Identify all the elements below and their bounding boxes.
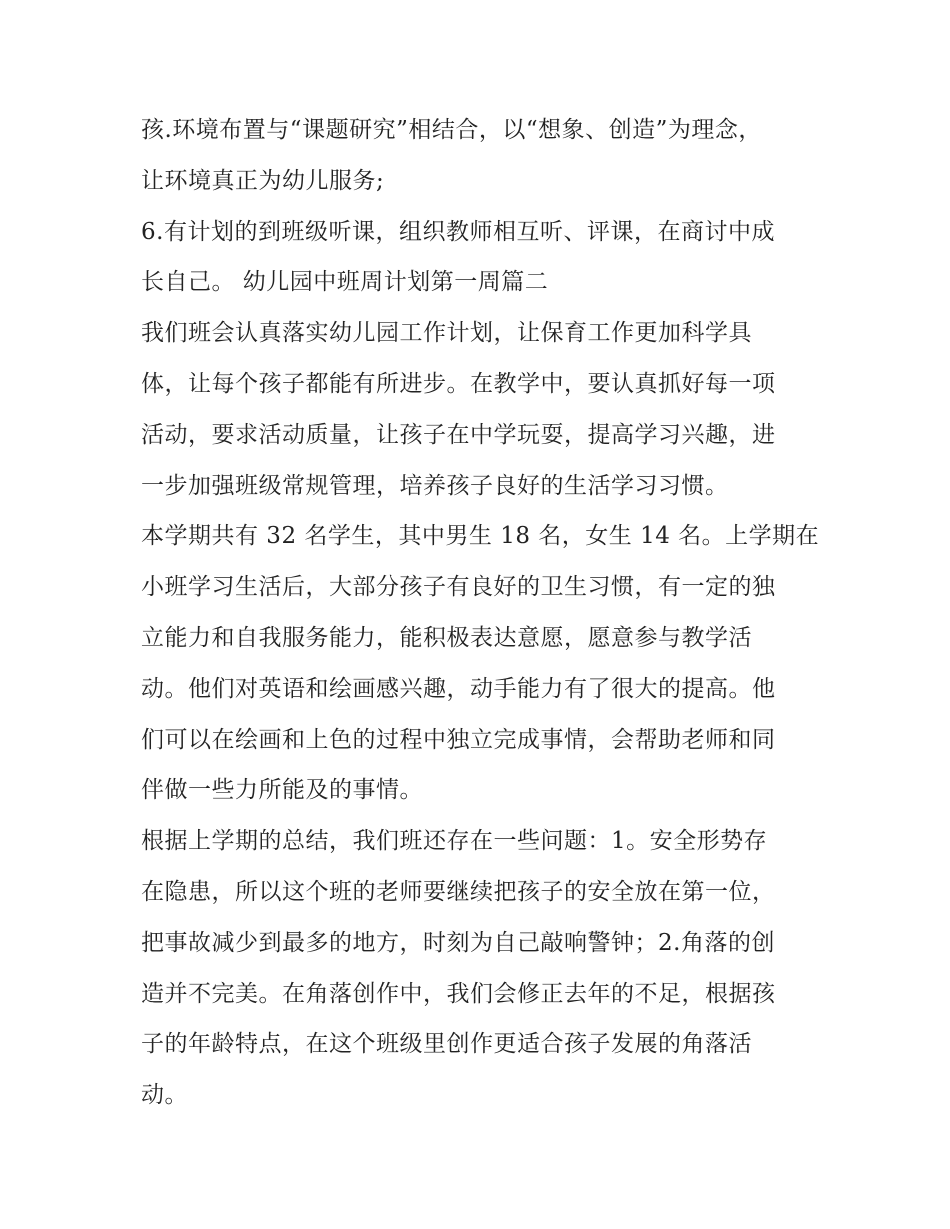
text-line-7: 活动，要求活动质量，让孩子在中学玩耍，提高学习兴趣，进 — [141, 421, 776, 448]
text-line-13: 们可以在绘画和上色的过程中独立完成事情，会帮助老师和同 — [141, 726, 776, 753]
text-line-6: 体，让每个孩子都能有所进步。在教学中，要认真抓好每一项 — [141, 370, 776, 397]
text-line-2: 让环境真正为幼儿服务; — [141, 167, 385, 194]
text-line-8: 一步加强班级常规管理，培养孩子良好的生活学习习惯。 — [141, 472, 729, 499]
text-line-4: 长自己。 幼儿园中班周计划第一周篇二 — [141, 269, 549, 296]
text-line-10: 小班学习生活后，大部分孩子有良好的卫生习惯，有一定的独 — [141, 574, 776, 601]
text-line-18: 造并不完美。在角落创作中，我们会修正去年的不足，根据孩 — [141, 980, 776, 1007]
text-line-12: 动。他们对英语和绘画感兴趣，动手能力有了很大的提高。他 — [141, 675, 776, 702]
text-line-3: 6.有计划的到班级听课，组织教师相互听、评课，在商讨中成 — [141, 218, 775, 245]
text-line-20: 动。 — [141, 1082, 188, 1109]
text-line-15: 根据上学期的总结，我们班还存在一些问题：1。安全形势存 — [141, 828, 768, 855]
text-line-5: 我们班会认真落实幼儿园工作计划，让保育工作更加科学具 — [141, 320, 752, 347]
text-line-17: 把事故减少到最多的地方，时刻为自己敲响警钟；2.角落的创 — [141, 929, 775, 956]
text-line-11: 立能力和自我服务能力，能积极表达意愿，愿意参与教学活 — [141, 624, 752, 651]
text-line-14: 伴做一些力所能及的事情。 — [141, 777, 423, 804]
text-line-19: 子的年龄特点，在这个班级里创作更适合孩子发展的角落活 — [141, 1031, 752, 1058]
text-line-1: 孩.环境布置与“课题研究”相结合，以“想象、创造”为理念， — [141, 117, 762, 143]
text-line-9: 本学期共有 32 名学生，其中男生 18 名，女生 14 名。上学期在 — [141, 523, 820, 550]
document-body — [141, 105, 831, 1121]
text-line-16: 在隐患，所以这个班的老师要继续把孩子的安全放在第一位， — [141, 878, 776, 905]
